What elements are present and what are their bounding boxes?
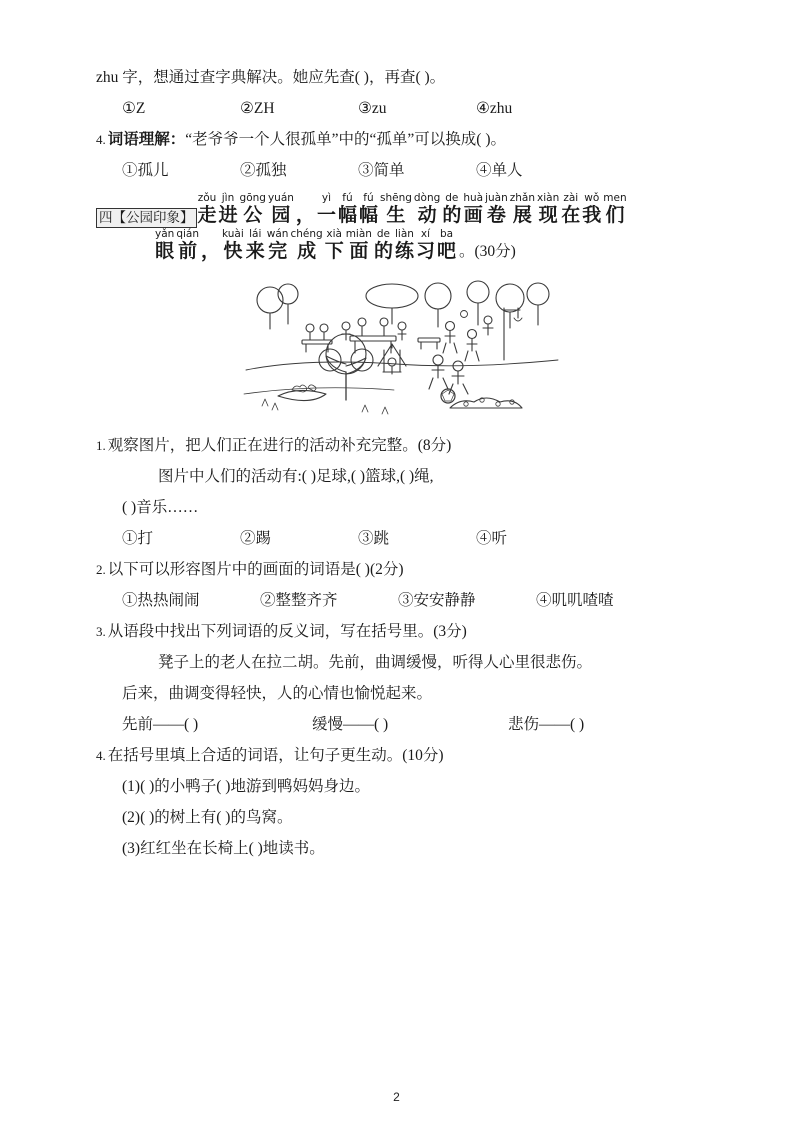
ruby-char — [268, 192, 294, 228]
section-4-line-2 — [96, 228, 708, 264]
hanzi: 公 — [243, 205, 263, 226]
question-1-fill-line-1[interactable]: 图片中人们的活动有:( )足球,( )篮球,( )绳, — [158, 468, 434, 485]
question-stem: “老爷爷一个人很孤单”中的“孤单”可以换成( )。 — [185, 131, 506, 148]
hanzi: 们 — [605, 205, 625, 226]
pinyin: de — [376, 228, 391, 240]
question-3-answer-row — [96, 709, 708, 740]
question-number: 3. — [96, 624, 106, 639]
ruby-char — [416, 228, 435, 264]
pinyin: liàn — [395, 228, 414, 240]
antonym-blank[interactable]: 悲伤——( ) — [508, 716, 585, 733]
option-item[interactable]: ③安安静静 — [398, 592, 476, 609]
hanzi: 画 — [463, 205, 483, 226]
ruby-char — [603, 192, 626, 228]
pinyin: men — [603, 192, 627, 204]
hanzi: 幅 — [337, 205, 357, 226]
ruby-char — [442, 192, 461, 228]
top-question-options — [96, 93, 708, 124]
question-stem: 在括号里填上合适的词语，让句子更生动。(10分) — [107, 747, 444, 764]
ruby-char — [359, 192, 378, 228]
pinyin: xià — [326, 228, 342, 240]
ruby-char — [338, 192, 357, 228]
pinyin: zǒu — [197, 192, 217, 204]
question-label: 词语理解： — [107, 131, 186, 148]
antonym-blank[interactable]: 缓慢——( ) — [312, 716, 389, 733]
ruby-char — [437, 228, 456, 264]
question-3-passage-line-2: 后来，曲调变得轻快，人的心情也愉悦起来。 — [122, 685, 433, 702]
ruby-char — [201, 240, 220, 264]
ruby-char — [198, 192, 217, 228]
question-4-item[interactable]: (1)( )的小鸭子( )地游到鸭妈妈身边。 — [122, 778, 370, 795]
ruby-char — [290, 228, 322, 264]
section-4-tag: 四【公园印象】 — [96, 208, 197, 228]
pinyin: gōng — [239, 192, 266, 204]
ruby-char — [374, 228, 393, 264]
hanzi: 面 — [349, 241, 369, 262]
park-illustration — [96, 274, 708, 424]
ruby-char — [176, 228, 199, 264]
ruby-char — [246, 228, 265, 264]
question-1-fill-line-2[interactable]: ( )音乐…… — [122, 499, 199, 516]
ruby-char — [155, 228, 174, 264]
hanzi: 走 — [197, 205, 217, 226]
option-item[interactable]: ③zu — [358, 100, 387, 117]
ruby-char — [317, 192, 336, 228]
pinyin: wǒ — [584, 192, 600, 204]
hanzi: 习 — [415, 241, 435, 262]
ruby-char — [380, 192, 412, 228]
hanzi: 成 — [297, 241, 317, 262]
pinyin: fú — [342, 192, 353, 204]
hanzi: 的 — [442, 205, 462, 226]
option-item[interactable]: ④zhu — [476, 100, 513, 117]
question-4-item[interactable]: (3)红红坐在长椅上( )地读书。 — [122, 840, 325, 857]
section-4-line-1 — [96, 192, 708, 228]
pinyin: zhǎn — [509, 192, 536, 204]
section-4 — [96, 192, 708, 264]
option-item[interactable]: ②孤独 — [240, 162, 287, 179]
question-stem: 观察图片，把人们正在进行的活动补充完整。(8分) — [107, 437, 452, 454]
pinyin: yì — [321, 192, 332, 204]
page-content — [96, 62, 708, 864]
pinyin: yuán — [267, 192, 294, 204]
pinyin: de — [445, 192, 459, 204]
ruby-char — [240, 192, 266, 228]
pinyin: lái — [249, 228, 262, 240]
pinyin: miàn — [345, 228, 372, 240]
ruby-char — [325, 228, 344, 264]
pinyin: xí — [420, 228, 431, 240]
ruby-char — [485, 192, 508, 228]
question-stem: 从语段中找出下列词语的反义词，写在括号里。(3分) — [107, 623, 467, 640]
question-number: 1. — [96, 438, 106, 453]
pinyin: jìn — [221, 192, 235, 204]
ruby-char — [463, 192, 483, 228]
hanzi: 展 — [512, 205, 532, 226]
question-4 — [96, 740, 708, 771]
hanzi: ， — [200, 241, 220, 262]
pinyin: fú — [363, 192, 374, 204]
hanzi: 进 — [218, 205, 238, 226]
ruby-char — [561, 192, 580, 228]
question-stem: 以下可以形容图片中的画面的词语是( )(2分) — [107, 561, 404, 578]
question-4-item[interactable]: (2)( )的树上有( )的鸟窝。 — [122, 809, 293, 826]
option-item[interactable]: ①孤儿 — [122, 162, 169, 179]
ruby-char — [219, 192, 238, 228]
hanzi: 吧 — [437, 241, 457, 262]
option-item[interactable]: ①打 — [122, 530, 154, 547]
option-item[interactable]: ②整整齐齐 — [260, 592, 338, 609]
question-3 — [96, 616, 708, 647]
question-2-options — [96, 585, 708, 616]
hanzi: 卷 — [486, 205, 506, 226]
question-2 — [96, 554, 708, 585]
option-item[interactable]: ②踢 — [240, 530, 272, 547]
ruby-char — [222, 228, 244, 264]
question-number: 4. — [96, 132, 106, 147]
question-4-top — [96, 124, 708, 155]
pinyin: chéng — [290, 228, 323, 240]
option-item[interactable]: ④单人 — [476, 162, 523, 179]
park-scene-svg — [242, 274, 562, 424]
page-number: 2 — [393, 1090, 400, 1104]
pinyin: kuài — [222, 228, 244, 240]
pinyin: shēng — [379, 192, 412, 204]
hanzi: 园 — [271, 205, 291, 226]
ruby-char — [346, 228, 372, 264]
park-illustration-canvas — [242, 274, 562, 424]
hanzi: 练 — [394, 241, 414, 262]
antonym-blank[interactable]: 先前——( ) — [122, 716, 199, 733]
hanzi: 一 — [316, 205, 336, 226]
hanzi: 现 — [538, 205, 558, 226]
ruby-char — [296, 204, 315, 228]
top-question-stem: zhu 字，想通过查字典解决。她应先查( )，再查( )。 — [96, 69, 446, 86]
question-3-passage-line-1: 凳子上的老人在拉二胡。先前，曲调缓慢，听得人心里很悲伤。 — [158, 654, 593, 671]
ruby-char — [267, 228, 289, 264]
hanzi: ， — [295, 205, 315, 226]
hanzi: 快 — [223, 241, 243, 262]
hanzi: 动 — [417, 205, 437, 226]
ruby-char — [414, 192, 440, 228]
hanzi: 来 — [245, 241, 265, 262]
pinyin: xiàn — [537, 192, 560, 204]
pinyin: dòng — [413, 192, 441, 204]
option-item[interactable]: ③简单 — [358, 162, 405, 179]
pinyin: ba — [439, 228, 454, 240]
option-item[interactable]: ④听 — [476, 530, 508, 547]
hanzi: 下 — [324, 241, 344, 262]
ruby-char — [510, 192, 535, 228]
question-number: 4. — [96, 748, 106, 763]
option-item[interactable]: ①Z — [122, 100, 146, 117]
ruby-char — [395, 228, 414, 264]
question-number: 2. — [96, 562, 106, 577]
pinyin: juàn — [485, 192, 508, 204]
hanzi: 生 — [386, 205, 406, 226]
hanzi: 的 — [373, 241, 393, 262]
option-item[interactable]: ①热热闹闹 — [122, 592, 200, 609]
option-item[interactable]: ③跳 — [358, 530, 390, 547]
pinyin: qián — [176, 228, 199, 240]
ruby-char — [537, 192, 559, 228]
hanzi: 完 — [268, 241, 288, 262]
pinyin: zài — [563, 192, 579, 204]
question-1 — [96, 430, 708, 461]
pinyin: huà — [463, 192, 484, 204]
hanzi: 在 — [561, 205, 581, 226]
ruby-char — [582, 192, 601, 228]
option-item[interactable]: ②ZH — [240, 100, 275, 117]
hanzi: 眼 — [155, 241, 175, 262]
pinyin: yǎn — [155, 228, 175, 240]
question-1-options — [96, 523, 708, 554]
section-4-score: 。(30分) — [459, 243, 516, 260]
option-item[interactable]: ④叽叽喳喳 — [536, 592, 614, 609]
pinyin: wán — [266, 228, 289, 240]
hanzi: 前 — [178, 241, 198, 262]
hanzi: 幅 — [358, 205, 378, 226]
hanzi: 我 — [582, 205, 602, 226]
question-4-top-options — [96, 155, 708, 186]
